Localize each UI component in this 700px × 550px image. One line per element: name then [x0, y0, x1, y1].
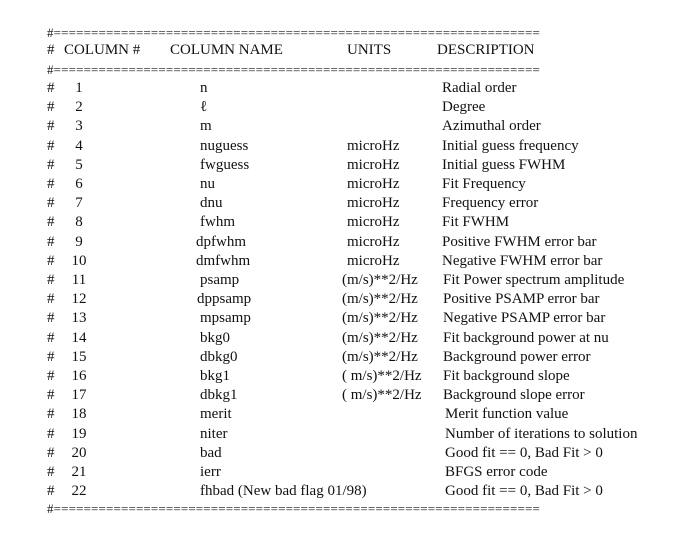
- row-hash: #: [47, 291, 55, 308]
- row-column-number: 15: [71, 348, 87, 365]
- row-hash: #: [47, 272, 55, 288]
- table-row: [0, 405, 700, 424]
- header-column-name: COLUMN NAME: [170, 42, 283, 58]
- row-column-name: nu: [200, 176, 215, 192]
- row-hash: #: [47, 252, 55, 269]
- table-row: [0, 309, 700, 328]
- row-column-name: nuguess: [200, 137, 249, 154]
- table-row: [0, 329, 700, 348]
- row-column-number: 2: [75, 99, 83, 116]
- row-description: Frequency error: [442, 195, 539, 212]
- row-hash: #: [47, 483, 55, 500]
- row-hash: #: [47, 195, 55, 212]
- row-description: Fit background power at nu: [443, 329, 609, 346]
- row-hash: #: [47, 425, 55, 442]
- table-row: [0, 367, 700, 386]
- row-column-number: 16: [71, 368, 87, 384]
- row-column-number: 18: [71, 406, 87, 423]
- row-description: Fit FWHM: [442, 214, 510, 231]
- row-description: Fit background slope: [443, 368, 570, 384]
- table-row: [0, 463, 700, 482]
- row-column-name: dppsamp: [197, 291, 252, 308]
- table-row: [0, 213, 700, 232]
- row-description: Negative FWHM error bar: [442, 252, 603, 269]
- row-hash: #: [47, 464, 55, 480]
- row-column-name: m: [200, 118, 212, 135]
- row-units: microHz: [347, 214, 400, 231]
- row-description: Good fit == 0, Bad Fit > 0: [445, 483, 603, 500]
- row-column-number: 10: [71, 252, 87, 269]
- row-column-number: 12: [71, 291, 87, 308]
- row-column-number: 3: [75, 118, 83, 135]
- row-column-number: 21: [71, 464, 87, 480]
- row-column-number: 1: [75, 80, 83, 96]
- row-units: (m/s)**2/Hz: [342, 272, 418, 288]
- table-row: [0, 137, 700, 156]
- separator-text: #=================================================================: [47, 25, 540, 40]
- row-column-name: dpfwhm: [196, 233, 246, 250]
- separator-top: [0, 23, 700, 42]
- row-description: Positive FWHM error bar: [442, 233, 597, 250]
- row-column-name: dnu: [200, 195, 223, 212]
- row-hash: #: [47, 118, 55, 135]
- row-column-number: 6: [75, 176, 83, 192]
- row-hash: #: [47, 80, 55, 96]
- row-description: Good fit == 0, Bad Fit > 0: [445, 444, 603, 461]
- table-row: [0, 290, 700, 309]
- separator-text: #=================================================================: [47, 62, 540, 77]
- row-column-number: 19: [71, 425, 87, 442]
- separator-bottom: [0, 499, 700, 518]
- row-units: (m/s)**2/Hz: [342, 348, 418, 365]
- row-description: Positive PSAMP error bar: [443, 291, 600, 308]
- row-hash: #: [47, 176, 55, 192]
- row-units: (m/s)**2/Hz: [342, 329, 418, 346]
- row-hash: #: [47, 156, 55, 173]
- row-units: ( m/s)**2/Hz: [342, 368, 422, 384]
- table-row: [0, 117, 700, 136]
- row-description: Radial order: [442, 80, 517, 96]
- row-column-name: niter: [200, 425, 228, 442]
- row-column-name: fhbad (New bad flag 01/98): [200, 483, 367, 500]
- row-hash: #: [47, 99, 55, 116]
- table-row: [0, 156, 700, 175]
- table-row: [0, 425, 700, 444]
- row-column-name: ℓ: [200, 99, 208, 116]
- header-units: UNITS: [347, 42, 392, 58]
- row-description: Number of iterations to solution: [445, 425, 638, 442]
- header-hash: #: [47, 42, 55, 58]
- row-hash: #: [47, 348, 55, 365]
- row-units: microHz: [347, 156, 400, 173]
- row-column-number: 9: [75, 233, 83, 250]
- row-column-name: fwhm: [200, 214, 235, 231]
- row-description: Initial guess frequency: [442, 137, 579, 154]
- row-hash: #: [47, 310, 55, 327]
- table-row: [0, 194, 700, 213]
- row-column-number: 7: [75, 195, 83, 212]
- row-column-name: mpsamp: [200, 310, 251, 327]
- row-column-number: 5: [75, 156, 83, 173]
- table-row: [0, 444, 700, 463]
- row-hash: #: [47, 137, 55, 154]
- row-units: (m/s)**2/Hz: [342, 310, 418, 327]
- row-description: Negative PSAMP error bar: [443, 310, 606, 327]
- separator-text: #=================================================================: [47, 501, 540, 516]
- table-row: [0, 98, 700, 117]
- row-column-name: dbkg0: [200, 348, 238, 365]
- header-row: [0, 41, 700, 60]
- row-column-name: merit: [200, 406, 232, 423]
- row-units: ( m/s)**2/Hz: [342, 387, 422, 404]
- row-column-name: n: [200, 80, 208, 96]
- row-hash: #: [47, 387, 55, 404]
- row-column-name: bkg0: [200, 329, 230, 346]
- separator-header: [0, 60, 700, 79]
- row-description: Merit function value: [445, 406, 569, 423]
- row-column-name: bkg1: [200, 368, 230, 384]
- row-description: Azimuthal order: [442, 118, 541, 135]
- table-row: [0, 386, 700, 405]
- row-description: Background power error: [443, 348, 591, 365]
- row-hash: #: [47, 406, 55, 423]
- row-column-name: dmfwhm: [196, 252, 251, 269]
- row-column-number: 22: [71, 483, 87, 500]
- table-row: [0, 271, 700, 290]
- row-units: microHz: [347, 176, 400, 192]
- row-hash: #: [47, 233, 55, 250]
- header-column-number: COLUMN #: [64, 42, 141, 58]
- row-hash: #: [47, 329, 55, 346]
- row-description: Degree: [442, 99, 486, 116]
- table-row: [0, 79, 700, 98]
- table-row: [0, 233, 700, 252]
- row-units: microHz: [347, 195, 400, 212]
- row-column-number: 20: [71, 444, 87, 461]
- row-column-number: 14: [71, 329, 87, 346]
- row-column-number: 4: [75, 137, 83, 154]
- row-column-number: 13: [71, 310, 87, 327]
- row-units: microHz: [347, 252, 400, 269]
- table-row: [0, 252, 700, 271]
- row-column-name: bad: [200, 444, 222, 461]
- row-description: Background slope error: [443, 387, 585, 404]
- row-units: microHz: [347, 137, 400, 154]
- row-column-number: 17: [71, 387, 87, 404]
- table-row: [0, 348, 700, 367]
- row-units: (m/s)**2/Hz: [342, 291, 418, 308]
- header-description: DESCRIPTION: [437, 42, 535, 58]
- row-description: BFGS error code: [445, 464, 548, 480]
- row-column-name: ierr: [200, 464, 221, 480]
- row-units: microHz: [347, 233, 400, 250]
- table-row: [0, 175, 700, 194]
- row-column-name: psamp: [200, 272, 240, 288]
- row-column-number: 8: [75, 214, 83, 231]
- row-column-name: dbkg1: [200, 387, 238, 404]
- row-description: Initial guess FWHM: [442, 156, 566, 173]
- row-description: Fit Power spectrum amplitude: [443, 272, 625, 288]
- row-hash: #: [47, 444, 55, 461]
- row-description: Fit Frequency: [442, 176, 526, 192]
- row-column-number: 11: [71, 272, 87, 288]
- row-hash: #: [47, 368, 55, 384]
- row-hash: #: [47, 214, 55, 231]
- row-column-name: fwguess: [200, 156, 250, 173]
